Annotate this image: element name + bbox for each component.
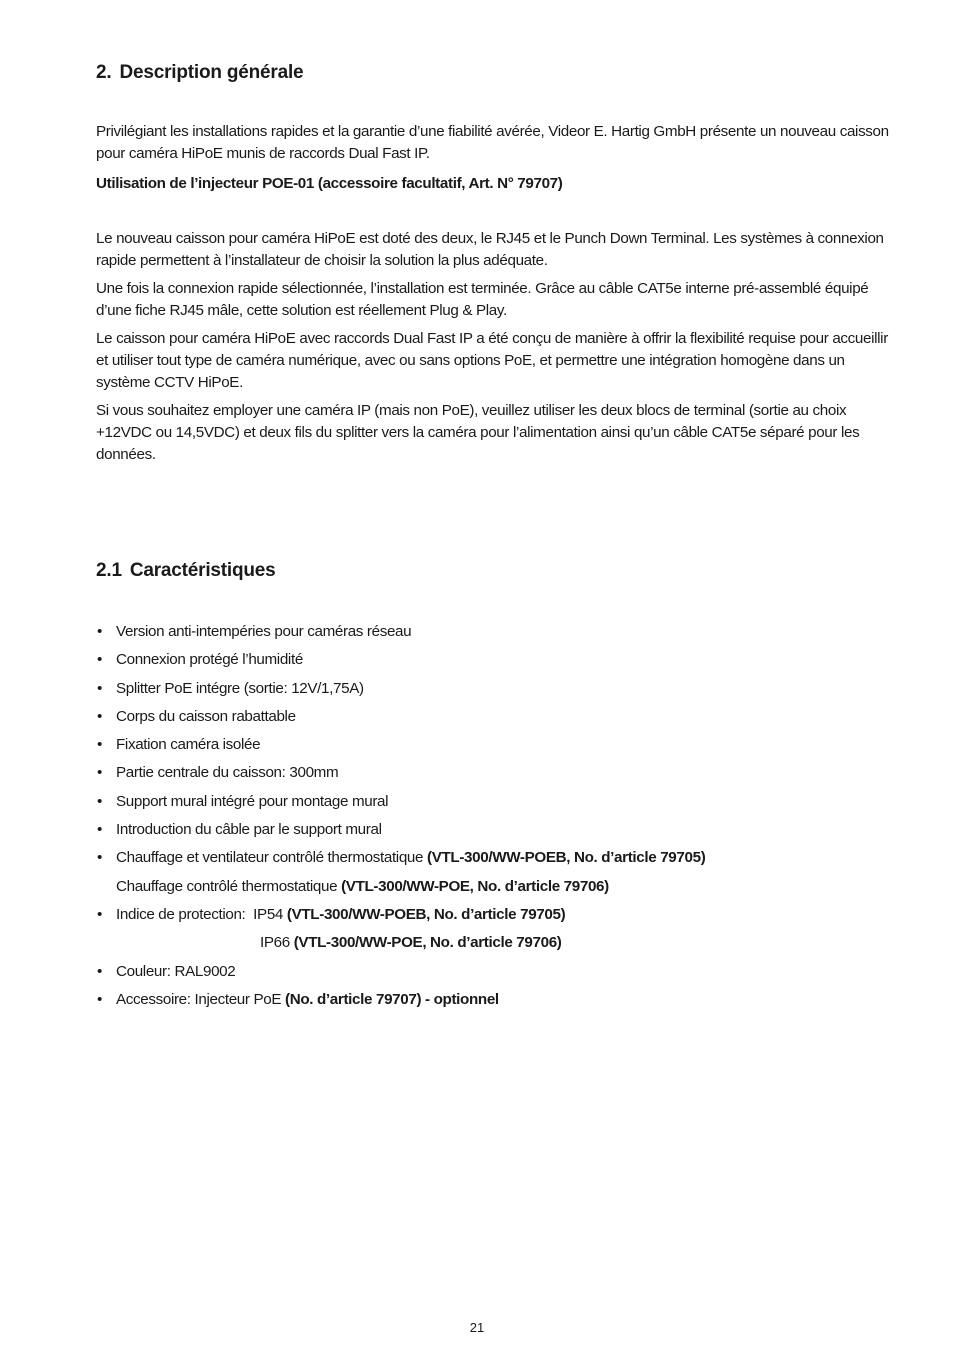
- subsection-number: 2.1: [96, 560, 122, 581]
- subsection-title: Utilisation de l’injecteur POE-01 (accessoire facultatif, Art. N° 79707): [96, 175, 563, 192]
- paragraph: Une fois la connexion rapide sélectionnée, l’installation est terminée. Grâce au câble CAT5e interne pré-assemblé équipé d’une fiche RJ45 mâle, cette solution est réellement Plug & Play.: [96, 280, 869, 319]
- list-item: • Partie centrale du caisson: 300mm: [96, 759, 896, 787]
- bullet-icon: •: [97, 707, 102, 725]
- bullet-icon: •: [97, 821, 102, 839]
- section-number: 2.: [96, 62, 112, 83]
- list-item: • Fixation caméra isolée: [96, 731, 896, 759]
- bullet-icon: •: [97, 849, 102, 867]
- bullet-icon: •: [97, 962, 102, 980]
- body-paragraphs: [96, 228, 896, 472]
- bullet-icon: •: [97, 736, 102, 754]
- bullet-icon: •: [97, 990, 102, 1008]
- bullet-icon: •: [97, 764, 102, 782]
- paragraph: Si vous souhaitez employer une caméra IP (mais non PoE), veuillez utiliser les deux blocs de terminal (sortie au choix +12VDC ou 14,5VDC) et deux fils du splitter vers la caméra pour l’alimentation ainsi qu’un câble CAT5e séparé pour les données.: [96, 402, 860, 463]
- list-item-continuation: Chauffage contrôlé thermostatique (VTL-300/WW-POE, No. d’article 79706): [116, 877, 609, 895]
- subsection-heading: [96, 560, 276, 582]
- subsection-heading-title: Caractéristiques: [129, 560, 276, 581]
- list-item: • Chauffage et ventilateur contrôlé thermostatique (VTL-300/WW-POEB, No. d’article 79705) Chauffage contrôlé thermostatique (VTL-300/WW-POE, No. d’article 79706): [96, 844, 896, 901]
- list-item: • Support mural intégré pour montage mural: [96, 788, 896, 816]
- intro-paragraph: Privilégiant les installations rapides et la garantie d’une fiabilité avérée, Videor E. Hartig GmbH présente un nouveau caisson pour caméra HiPoE munis de raccords Dual Fast IP.: [96, 123, 889, 162]
- list-item: • Introduction du câble par le support mural: [96, 816, 896, 844]
- paragraph: Le caisson pour caméra HiPoE avec raccords Dual Fast IP a été conçu de manière à offrir la flexibilité requise pour accueillir et utiliser tout type de caméra numérique, avec ou sans options PoE, et permettre une intégration homogène dans un système CCTV HiPoE.: [96, 330, 888, 391]
- list-item: • Accessoire: Injecteur PoE (No. d’article 79707) - optionnel: [96, 986, 896, 1014]
- list-item: • Splitter PoE intégre (sortie: 12V/1,75A): [96, 675, 896, 703]
- bullet-icon: •: [97, 792, 102, 810]
- list-item: • Corps du caisson rabattable: [96, 703, 896, 731]
- list-item: • Couleur: RAL9002: [96, 958, 896, 986]
- paragraph: Le nouveau caisson pour caméra HiPoE est doté des deux, le RJ45 et le Punch Down Terminal. Les systèmes à connexion rapide permettent à l’installateur de choisir la solution la plus adéquate.: [96, 230, 884, 269]
- bullet-icon: •: [97, 623, 102, 640]
- section-heading: [96, 62, 303, 84]
- page-number: 21: [469, 1320, 485, 1335]
- bullet-icon: •: [97, 651, 102, 669]
- list-item: • Indice de protection: IP54 (VTL-300/WW-POEB, No. d’article 79705) IP66 (VTL-300/WW-POE, No. d’article 79706): [96, 901, 896, 958]
- list-item: • Connexion protégé l’humidité: [96, 646, 896, 674]
- bullet-icon: •: [97, 905, 102, 923]
- list-item-continuation: IP66 (VTL-300/WW-POE, No. d’article 79706): [260, 934, 562, 952]
- bullet-icon: •: [97, 679, 102, 697]
- list-item: • Version anti-intempéries pour caméras réseau: [96, 618, 896, 646]
- feature-list: [96, 618, 896, 1014]
- section-title: Description générale: [119, 62, 304, 83]
